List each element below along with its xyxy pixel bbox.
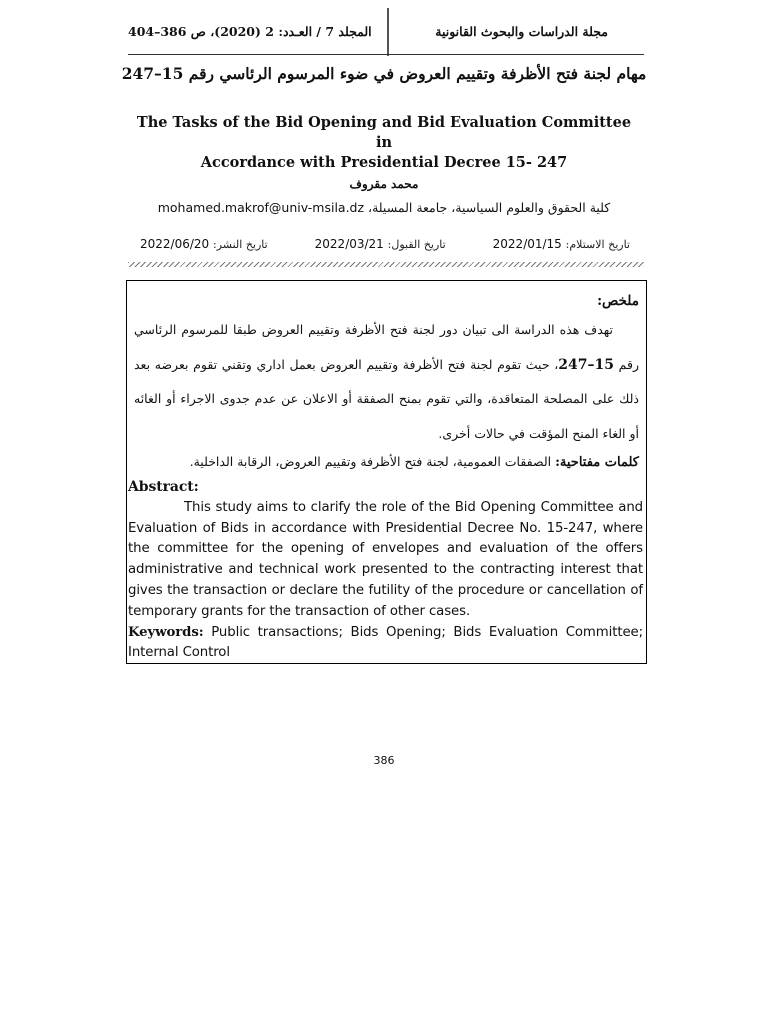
header-divider — [387, 8, 389, 56]
english-keywords — [128, 623, 643, 665]
title-en-line2: Accordance with Presidential Decree 15- 247 — [200, 154, 568, 171]
published-label: تاريخ النشر: — [213, 238, 268, 251]
arabic-abstract — [127, 281, 646, 474]
arabic-decree-number: 15–247 — [558, 356, 614, 373]
page-number: 386 — [373, 754, 395, 767]
received-label: تاريخ الاستلام: — [565, 238, 630, 251]
article-title-english — [130, 113, 638, 173]
english-abstract — [127, 477, 646, 664]
english-keywords-label: Keywords: — [128, 624, 204, 640]
arabic-keywords — [134, 451, 639, 474]
received-value: 2022/01/15 — [492, 237, 562, 251]
dates-row — [140, 237, 630, 251]
volume-issue-pages: المجلد 7 / العـدد: 2 (2020)، ص 386–404 — [128, 24, 372, 39]
author-email[interactable]: mohamed.makrof@univ-msila.dz — [157, 200, 365, 215]
title-en-line1: The Tasks of the Bid Opening and Bid Evaluation Committee in — [136, 114, 632, 151]
received-date — [493, 237, 630, 251]
arabic-keywords-label: كلمات مفتاحية: — [555, 455, 639, 470]
arabic-body-part1: تهدف هذه الدراسة الى تبيان دور لجنة فتح الأظرفة وتقييم العروض طبقا للمرسوم الرئاسي رقم — [134, 322, 639, 372]
affiliation-text: كلية الحقوق والعلوم السياسية، جامعة المسيلة، — [368, 200, 611, 215]
published-value: 2022/06/20 — [140, 237, 210, 251]
english-keywords-text: Public transactions; Bids Opening; Bids Evaluation Committee; Internal Control — [128, 624, 643, 661]
arabic-abstract-body — [134, 313, 639, 451]
author-name: محمد مقروف — [349, 177, 419, 191]
arabic-keywords-text: الصفقات العمومية، لجنة فتح الأظرفة وتقييم العروض، الرقابة الداخلية. — [189, 454, 552, 469]
running-header — [0, 0, 768, 60]
abstract-box — [126, 280, 647, 664]
article-title-arabic: مهام لجنة فتح الأظرفة وتقييم العروض في ضوء المرسوم الرئاسي رقم 15–247 — [121, 64, 647, 83]
accepted-label: تاريخ القبول: — [387, 238, 446, 251]
journal-name: مجلة الدراسات والبحوث القانونية — [435, 24, 608, 39]
accepted-date — [315, 237, 446, 251]
accepted-value: 2022/03/21 — [314, 237, 384, 251]
arabic-abstract-heading: ملخص: — [597, 293, 639, 309]
english-abstract-body: This study aims to clarify the role of the Bid Opening Committee and Evaluation of Bids in accordance with Presidential Decree No. 15-247, where the committee for the opening of envelopes and evaluation of the offers administrative and technical work presented to the contracting interest that gives the transaction or declare the futility of the procedure or cancellation of temporary grants for the transaction of other cases. — [128, 499, 643, 619]
decorative-divider — [128, 262, 644, 267]
published-date — [140, 237, 268, 251]
header-rule — [128, 54, 644, 55]
english-abstract-heading: Abstract: — [128, 479, 199, 495]
arabic-body-part2: ، حيث تقوم لجنة فتح الأظرفة وتقييم العروض بعمل اداري وتقني تقوم بعرضه بعد ذلك على المصلحة المتعاقدة، والتي تقوم بمنح الصفقة أو الاعلان عن عدم جدوى الاجراء أو الغائه أو الغاء المنح المؤقت في حالات أخرى. — [134, 356, 639, 441]
author-affiliation — [120, 200, 648, 215]
